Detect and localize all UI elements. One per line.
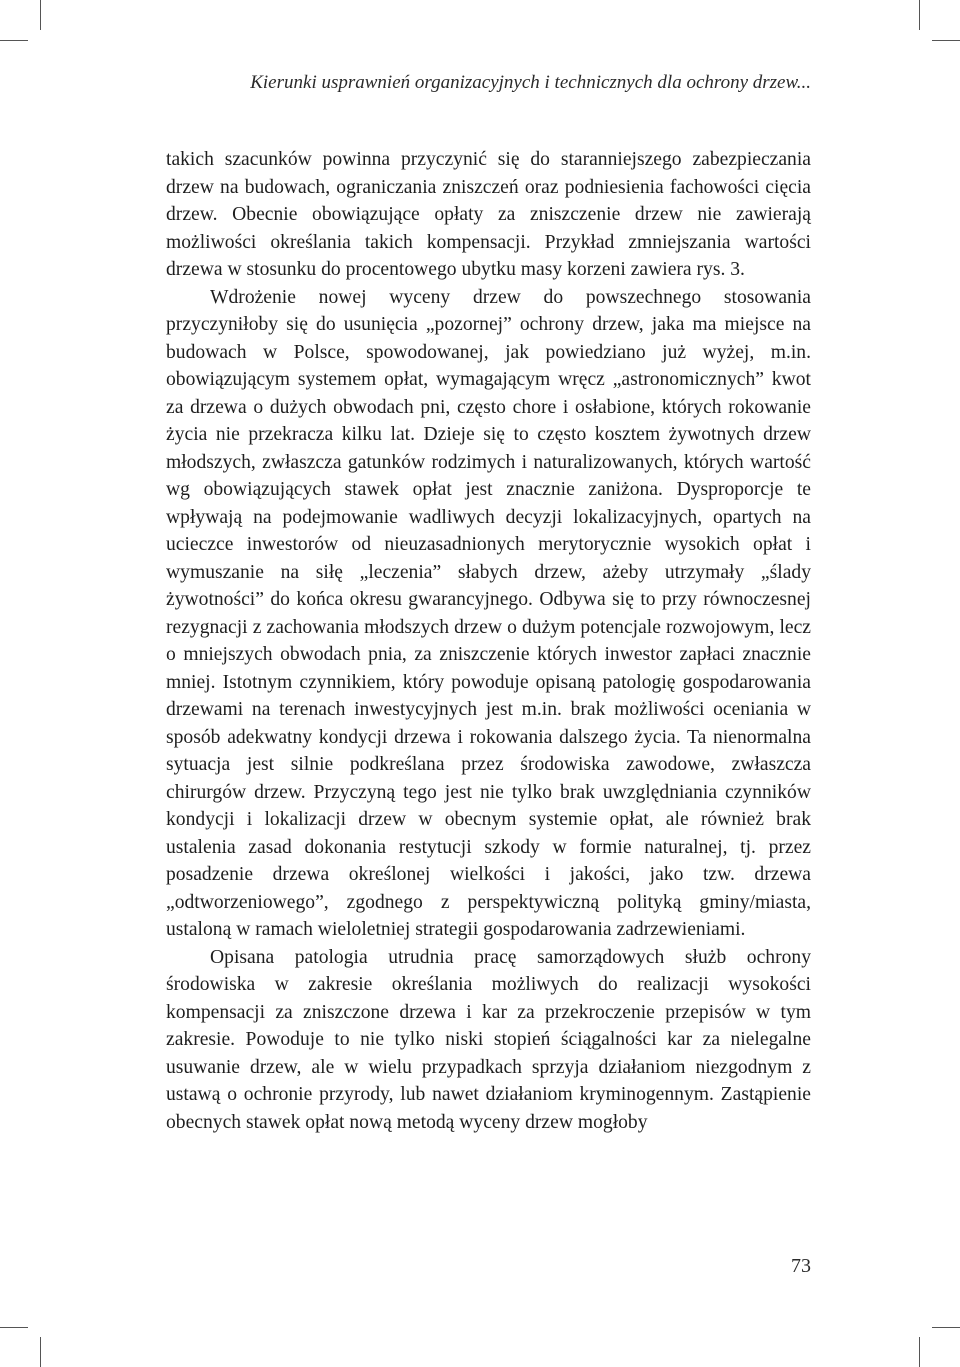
- crop-mark-top-right: [919, 0, 920, 30]
- crop-mark-bottom-left-horizontal: [0, 1327, 28, 1328]
- crop-mark-bottom-right-horizontal: [932, 1327, 960, 1328]
- running-head: Kierunki usprawnień organizacyjnych i technicznych dla ochrony drzew...: [250, 72, 811, 93]
- crop-mark-top-right-horizontal: [932, 40, 960, 41]
- crop-mark-top-left-horizontal: [0, 40, 28, 41]
- crop-mark-bottom-right: [919, 1337, 920, 1367]
- paragraph-continuation: takich szacunków powinna przyczynić się do staranniejszego zabezpieczania drzew na budowach, ograniczania zniszczeń oraz podniesienia fachowości cięcia drzew. Obecnie obowiązujące opłaty za zniszczenie drzew nie zawierają możliwości określania takich kompensacji. Przykład zmniejszania wartości drzewa w stosunku do procentowego ubytku masy korzeni zawiera rys. 3.: [166, 149, 811, 280]
- crop-mark-top-left: [40, 0, 41, 30]
- paragraph: Wdrożenie nowej wyceny drzew do powszechnego stosowania przyczyniłoby się do usunięcia „pozornej” ochrony drzew, jaka ma miejsce na budowach w Polsce, spowodowanej, jak powiedziano już wyżej, m.in. obowiązującym systemem opłat, wymagającym wręcz „astronomicznych” kwot za drzewa o dużych obwodach pni, często chore i osłabione, których rokowanie życia nie przekracza kilku lat. Dzieje się to często kosztem żywotnych drzew młodszych, zwłaszcza gatunków rodzimych i naturalizowanych, których wartość wg obowiązujących stawek opłat jest znacznie zaniżona. Dysproporcje te wpływają na podejmowanie wadliwych decyzji lokalizacyjnych, opartych na ucieczce inwestorów od nieuzasadnionych merytorycznie wysokich opłat i wymuszanie na siłę „leczenia” słabych drzew, ażeby utrzymały „ślady żywotności” do końca okresu gwarancyjnego. Odbywa się to przy równoczesnej rezygnacji z zachowania młodszych drzew o dużym potencjale rozwojowym, lecz o mniejszych obwodach pnia, za zniszczenie których inwestor zapłaci znacznie mniej. Istotnym czynnikiem, który powoduje opisaną patologię gospodarowania drzewami na terenach inwestycyjnych jest m.in. brak możliwości oceniania w sposób adekwatny kondycji drzewa i rokowania dalszego życia. Ta nienormalna sytuacja jest silnie podkreślana przez środowiska zawodowe, zwłaszcza chirurgów drzew. Przyczyną tego jest nie tylko brak uwzględniania czynników kondycji i lokalizacji drzew w obecnym systemie opłat, ale również brak ustalenia zasad dokonania restytucji szkody w formie naturalnej, tj. przez posadzenie drzewa określonej wielkości i jakości, jako tzw. drzewa „odtworzeniowego”, zgodnego z perspektywiczną polityką gminy/miasta, ustaloną w ramach wieloletniej strategii gospodarowania zadrzewieniami.: [166, 286, 811, 940]
- paragraph: Opisana patologia utrudnia pracę samorządowych służb ochrony środowiska w zakresie określania możliwych do realizacji wysokości kompensacji za zniszczone drzewa i kar za przekroczenie przepisów w tym zakresie. Powoduje to nie tylko niski stopień ściągalności kar za nielegalne usuwanie drzew, ale w wielu przypadkach sprzyja działaniom niezgodnym z ustawą o ochronie przyrody, lub nawet działaniom kryminogennym. Zastąpienie obecnych stawek opłat nową metodą wyceny drzew mogłoby: [166, 946, 811, 1133]
- body-text: [166, 146, 811, 1136]
- crop-mark-bottom-left: [40, 1337, 41, 1367]
- page-number: 73: [791, 1255, 811, 1277]
